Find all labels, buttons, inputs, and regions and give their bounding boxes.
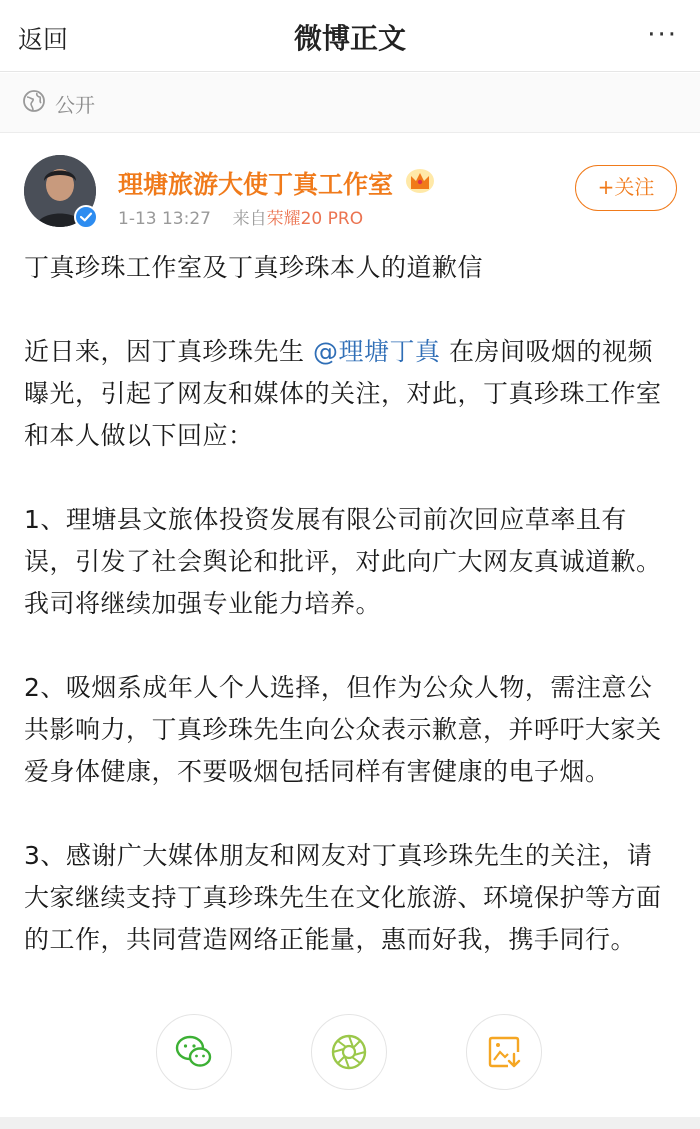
- visibility-label: 公开: [55, 93, 95, 117]
- visibility-row: [0, 73, 700, 133]
- share-moments-button[interactable]: [311, 1014, 387, 1090]
- top-nav-bar: [0, 0, 700, 72]
- post-body: [24, 247, 676, 1003]
- source-prefix: 来自: [232, 209, 267, 229]
- mention-link[interactable]: @理塘丁真: [312, 337, 441, 366]
- author-name[interactable]: 理塘旅游大使丁真工作室: [118, 170, 394, 199]
- globe-icon: [22, 89, 46, 113]
- save-image-icon: [484, 1032, 524, 1072]
- save-image-button[interactable]: [466, 1014, 542, 1090]
- crown-icon: [405, 166, 435, 194]
- post-meta: [118, 204, 363, 229]
- post-paragraph-3: 2、吸烟系成年人个人选择，但作为公众人物，需注意公共影响力，丁真珍珠先生向公众表示歉意，并呼吁大家关爱身体健康，不要吸烟包括同样有害健康的电子烟。: [24, 673, 662, 786]
- share-wechat-button[interactable]: [156, 1014, 232, 1090]
- post-paragraph-2: 1、理塘县文旅体投资发展有限公司前次回应草率且有误，引发了社会舆论和批评，对此向广大网友真诚道歉。我司将继续加强专业能力培养。: [24, 505, 662, 618]
- post-time: 1-13 13:27: [118, 209, 211, 229]
- post-source[interactable]: 荣耀20 PRO: [266, 209, 364, 229]
- post-title-line: 丁真珍珠工作室及丁真珍珠本人的道歉信: [24, 253, 484, 282]
- back-button[interactable]: 返回: [18, 25, 69, 54]
- footer-divider: [0, 1117, 700, 1129]
- page-title: 微博正文: [293, 22, 406, 55]
- post-paragraph-1: 近日来，因丁真珍珠先生 @理塘丁真 在房间吸烟的视频曝光，引起了网友和媒体的关注，对此，丁真珍珠工作室和本人做以下回应：: [24, 337, 662, 450]
- more-options-button[interactable]: ···: [647, 20, 678, 50]
- wechat-icon: [174, 1032, 214, 1072]
- verified-icon: [74, 205, 98, 229]
- moments-icon: [329, 1032, 369, 1072]
- follow-button[interactable]: +关注: [575, 165, 677, 211]
- post-paragraph-4: 3、感谢广大媒体朋友和网友对丁真珍珠先生的关注，请大家继续支持丁真珍珠先生在文化旅游、环境保护等方面的工作，共同营造网络正能量，惠而好我，携手同行。: [24, 841, 662, 954]
